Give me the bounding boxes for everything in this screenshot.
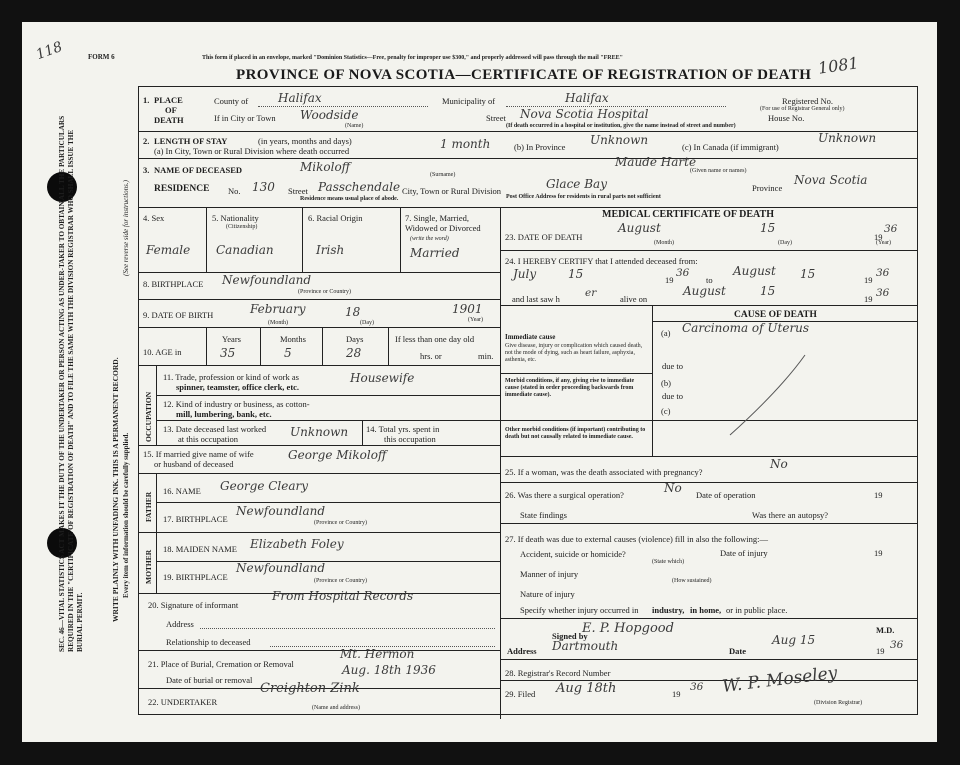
county-value: Halifax — [278, 91, 322, 105]
medical-title: MEDICAL CERTIFICATE OF DEATH — [602, 209, 774, 220]
hospital-value: Nova Scotia Hospital — [520, 107, 649, 121]
sidebar-see-reverse: (See reverse side for instructions.) — [122, 180, 130, 276]
death-year-value: 36 — [884, 223, 898, 235]
occupation-value: Housewife — [350, 371, 415, 385]
undertaker-value: Creighton Zink — [260, 681, 360, 696]
attended-from-year: 36 — [676, 267, 690, 279]
pregnancy-answer: No — [770, 457, 788, 471]
attended-from-month: July — [513, 267, 537, 281]
stay-canada-value: Unknown — [818, 131, 877, 145]
father-birthplace-value: Newfoundland — [236, 504, 326, 518]
certificate-title: PROVINCE OF NOVA SCOTIA—CERTIFICATE OF REGISTRATION OF DEATH — [236, 67, 812, 83]
father-name-value: George Cleary — [220, 479, 309, 493]
residence-no-value: 130 — [252, 180, 275, 194]
age-years-value: 35 — [220, 346, 236, 360]
attended-to-year: 36 — [876, 267, 890, 279]
death-day-value: 15 — [760, 221, 776, 235]
municipality-value: Halifax — [565, 91, 609, 105]
marital-value: Married — [410, 246, 460, 260]
residence-street-value: Passchendale — [318, 180, 401, 194]
registration-stamp-number: 1081 — [816, 53, 860, 78]
cross-out-stroke — [720, 350, 810, 440]
filed-date: Aug 18th — [556, 681, 617, 696]
spouse-value: George Mikoloff — [288, 448, 387, 462]
cause-a-value: Carcinoma of Uterus — [682, 321, 810, 335]
corner-note: 118 — [34, 38, 65, 64]
informant-value: From Hospital Records — [272, 589, 414, 603]
mail-notice: This form if placed in an envelope, marked "Dominion Statistics—Free, penalty for improper use $300," and properly addressed will pass through the mail "FREE" — [202, 55, 623, 61]
signoff-date: Aug 15 — [772, 633, 816, 647]
stay-city-value: 1 month — [440, 137, 491, 151]
surname-value: Mikoloff — [300, 160, 351, 174]
dob-year-value: 1901 — [452, 302, 483, 316]
sidebar-careful-note: Every item of information should be carefully supplied. — [122, 432, 130, 598]
stay-province-value: Unknown — [590, 133, 649, 147]
registrar-signature: W. P. Moseley — [721, 663, 839, 697]
dob-month-value: February — [250, 302, 306, 316]
death-month-value: August — [618, 221, 661, 235]
surgical-operation-answer: No — [664, 481, 682, 495]
birthplace-value: Newfoundland — [222, 273, 312, 287]
attended-to-day: 15 — [800, 267, 816, 281]
burial-date-value: Aug. 18th 1936 — [342, 663, 436, 677]
burial-place-value: Mt. Hermon — [340, 647, 415, 661]
signoff-year: 36 — [890, 639, 904, 651]
physician-address: Dartmouth — [552, 639, 619, 653]
city-value: Woodside — [300, 108, 359, 122]
given-name-value: Maude Harte — [615, 155, 697, 169]
age-days-value: 28 — [346, 346, 362, 360]
age-months-value: 5 — [284, 346, 292, 360]
physician-signature: E. P. Hopgood — [582, 621, 674, 636]
occupation-side-label: OCCUPATION — [144, 391, 153, 442]
filed-year: 36 — [690, 681, 704, 693]
mother-birthplace-value: Newfoundland — [236, 561, 326, 575]
residence-city-value: Glace Bay — [546, 177, 607, 191]
last-seen-day: 15 — [760, 284, 776, 298]
dob-day-value: 18 — [345, 305, 361, 319]
attended-to-month: August — [733, 264, 776, 278]
residence-province-value: Nova Scotia — [794, 173, 868, 187]
last-worked-value: Unknown — [290, 425, 349, 439]
sidebar-ink-notice: WRITE PLAINLY WITH UNFADING INK. THIS IS A PERMANENT RECORD. — [111, 357, 120, 622]
sidebar-law-text: SEC. 46—VITAL STATISTICS ACT MAKES IT THE DUTY OF THE UNDERTAKER OR PERSON ACTING AS UNDER-TAKER TO OBTAIN ALL THE PARTICULARS REQUIRED IN THE "CERTIFICATE OF REGISTRATION OF DEATH" AND TO FILE THE SAME WITH THE DIVISION REGISTRAR WHO SHALL ISSUE THE BURIAL PERMIT. — [58, 115, 84, 652]
mother-maiden-name-value: Elizabeth Foley — [250, 537, 344, 551]
father-side-label: FATHER — [144, 491, 153, 522]
attended-from-day: 15 — [568, 267, 584, 281]
last-seen-year: 36 — [876, 287, 890, 299]
nationality-value: Canadian — [216, 243, 274, 257]
sex-value: Female — [146, 243, 191, 257]
racial-origin-value: Irish — [316, 243, 345, 257]
form-number: FORM 6 — [88, 53, 115, 61]
mother-side-label: MOTHER — [144, 549, 153, 584]
last-seen-month: August — [683, 284, 726, 298]
